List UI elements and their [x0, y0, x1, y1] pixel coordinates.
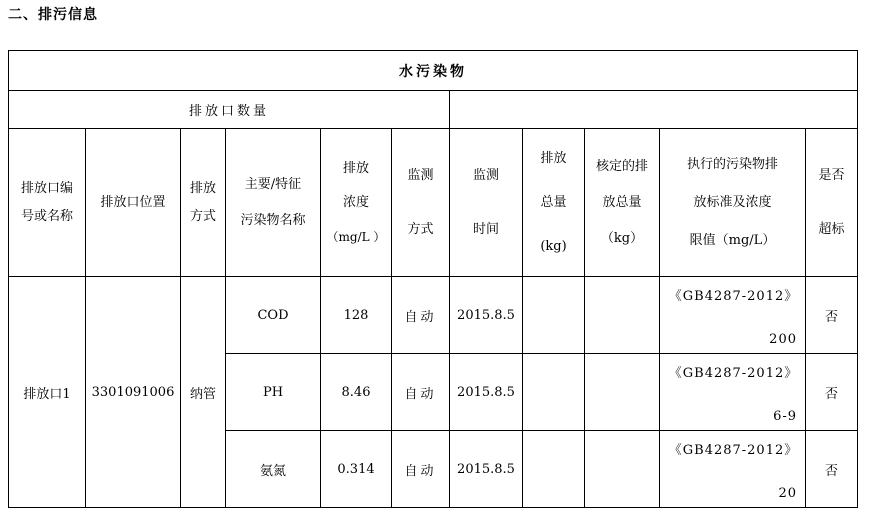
outlet-location: 3301091006: [86, 277, 181, 508]
total-amount: [523, 431, 585, 508]
header-discharge-method: 排放 方式: [181, 129, 226, 277]
total-amount: [523, 277, 585, 354]
section-title: 二、排污信息: [8, 7, 98, 23]
header-outlet-id: 排放口编 号或名称: [9, 129, 86, 277]
header-monitoring-time: 监测 时间: [450, 129, 523, 277]
exceed-value: 否: [806, 277, 858, 354]
total-amount: [523, 354, 585, 431]
exceed-value: 否: [806, 354, 858, 431]
header-exceed: 是否 超标: [806, 129, 858, 277]
pollutant-name: 氨氮: [226, 431, 321, 508]
header-outlet-location: 排放口位置: [86, 129, 181, 277]
approved-total: [585, 277, 660, 354]
header-monitoring-method: 监测 方式: [392, 129, 450, 277]
monitor-time: 2015.8.5: [450, 431, 523, 508]
header-approved-total: 核定的排 放总量 （kg）: [585, 129, 660, 277]
pollutant-name: COD: [226, 277, 321, 354]
exceed-value: 否: [806, 431, 858, 508]
concentration-value: 128: [321, 277, 392, 354]
table-row: [9, 277, 858, 354]
standard-name: 《GB4287-2012》: [668, 443, 799, 458]
approved-total: [585, 354, 660, 431]
header-pollutant-name: 主要/特征 污染物名称: [226, 129, 321, 277]
monitor-time: 2015.8.5: [450, 277, 523, 354]
standard-limit: 6-9: [773, 409, 797, 424]
standard-name: 《GB4287-2012》: [668, 289, 799, 304]
standard-cell: [660, 354, 806, 431]
standard-cell: [660, 431, 806, 508]
table-title: 水污染物: [9, 51, 858, 91]
standard-limit: 20: [778, 486, 797, 501]
standard-name: 《GB4287-2012》: [668, 366, 799, 381]
outlet-count-label: 排放口数量: [9, 91, 450, 129]
monitor-method: 自动: [392, 277, 450, 354]
concentration-value: 8.46: [321, 354, 392, 431]
outlet-method: 纳管: [181, 277, 226, 508]
concentration-value: 0.314: [321, 431, 392, 508]
monitor-method: 自动: [392, 354, 450, 431]
water-pollutant-table: [8, 50, 858, 508]
standard-cell: [660, 277, 806, 354]
pollutant-name: PH: [226, 354, 321, 431]
standard-limit: 200: [769, 332, 797, 347]
header-concentration: 排放 浓度 （mg/L ）: [321, 129, 392, 277]
header-total-amount: 排放 总量 (kg): [523, 129, 585, 277]
outlet-name: 排放口1: [9, 277, 86, 508]
approved-total: [585, 431, 660, 508]
header-standard: 执行的污染物排 放标准及浓度 限值（mg/L）: [660, 129, 806, 277]
monitor-time: 2015.8.5: [450, 354, 523, 431]
monitor-method: 自动: [392, 431, 450, 508]
outlet-count-value: [450, 91, 858, 129]
